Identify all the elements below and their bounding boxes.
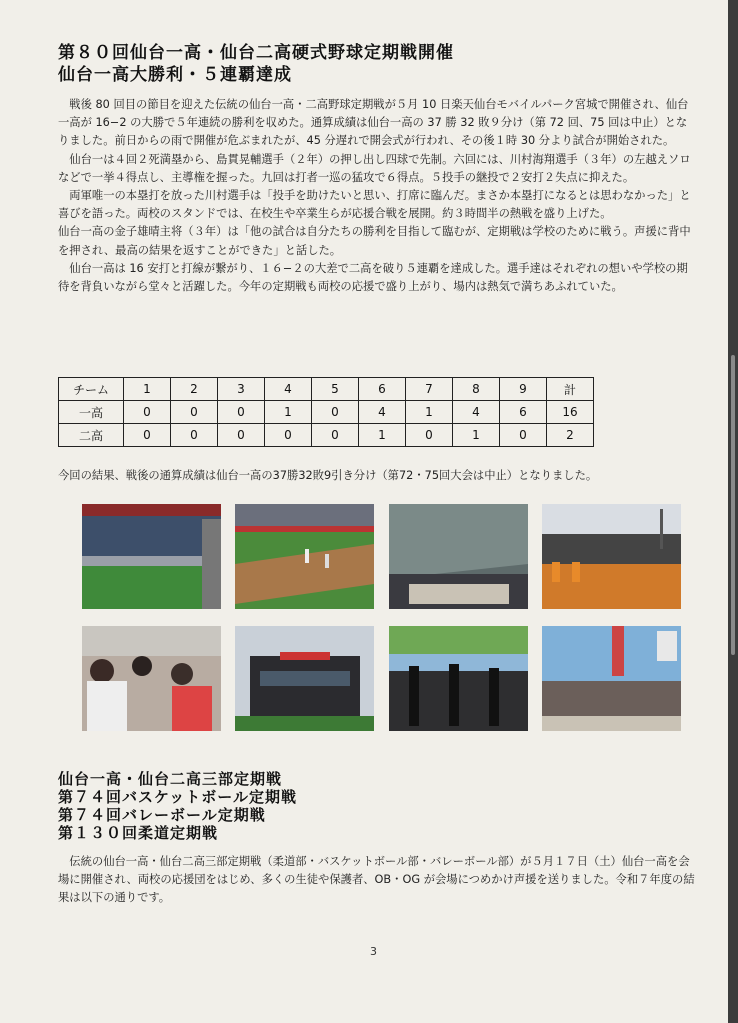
table-cell: 6 (500, 401, 547, 424)
section-title-line3: 第７４回バレーボール定期戦 (58, 806, 266, 824)
table-cell: 0 (171, 424, 218, 447)
table-cell: 6 (359, 378, 406, 401)
table-cell: 0 (500, 424, 547, 447)
photo-crowd-stands (389, 504, 528, 609)
photo-students-crowd (82, 626, 221, 731)
table-cell: 5 (312, 378, 359, 401)
scoreboard-table (58, 377, 594, 447)
table-cell: 1 (265, 401, 312, 424)
paragraph: 仙台一高の金子雄晴主将（３年）は「他の試合は自分たちの勝利を目指して臨むが、定期戦は学校のために戦う。声援に背中を押され、最高の結果を返すことができた」と話した。 (58, 225, 691, 257)
table-row (59, 424, 594, 447)
table-cell: 9 (500, 378, 547, 401)
article2-body (58, 853, 698, 908)
table-cell: 1 (406, 401, 453, 424)
table-cell: 1 (359, 424, 406, 447)
section-title-line2: 第７４回バスケットボール定期戦 (58, 788, 297, 806)
table-cell: 4 (359, 401, 406, 424)
result-summary: 今回の結果、戦後の通算成績は仙台一高の37勝32敗9引き分け（第72・75回大会は中止）となりました。 (58, 469, 598, 482)
section-title-line1: 仙台一高・仙台二高三部定期戦 (58, 770, 283, 788)
paragraph: 伝統の仙台一高・仙台二高三部定期戦（柔道部・バスケットボール部・バレーボール部）が５月１７日（土）仙台一高を会場に開催され、両校の応援団をはじめ、多くの生徒や保護者、OB・OG が会場につめかけ声援を送りました。令和７年度の結果は以下の通りです。 (58, 855, 695, 905)
table-cell: チーム (59, 378, 124, 401)
table-cell: 2 (547, 424, 594, 447)
paragraph: 戦後 80 回目の節目を迎えた伝統の仙台一高・二高野球定期戦が５月 10 日楽天仙台モバイルパーク宮城で開催され、仙台一高が 16−2 の大勝で５年連続の勝利を収めた。通算成績は仙台一高の 37 勝 32 敗９分け（第 72 回、75 回は中止）となりました。前日からの雨で開催が危ぶまれたが、45 分遅れで開会式が行われ、その後１時 30 分より試合が開始された。 (58, 98, 689, 148)
table-cell: 1 (124, 378, 171, 401)
table-cell: 0 (218, 424, 265, 447)
table-header-row (59, 378, 594, 401)
table-cell: 2 (171, 378, 218, 401)
table-cell: 16 (547, 401, 594, 424)
table-cell: 4 (265, 378, 312, 401)
table-cell: 0 (265, 424, 312, 447)
table-cell: 1 (453, 424, 500, 447)
photo-stadium-stands (82, 504, 221, 609)
photo-scoreboard (235, 626, 374, 731)
table-cell: 0 (124, 424, 171, 447)
section-title-line4: 第１３０回柔道定期戦 (58, 824, 219, 842)
table-cell: 一高 (59, 401, 124, 424)
scrollbar[interactable] (728, 0, 738, 1023)
table-cell: 4 (453, 401, 500, 424)
table-cell: 0 (171, 401, 218, 424)
article-body (58, 96, 698, 296)
table-row (59, 401, 594, 424)
table-cell: 計 (547, 378, 594, 401)
page-number: 3 (370, 945, 377, 958)
photo-grid (82, 504, 680, 734)
table-cell: 0 (406, 424, 453, 447)
table-cell: 0 (218, 401, 265, 424)
table-cell: 8 (453, 378, 500, 401)
paragraph: 仙台一は４回２死満塁から、島貫晃輔選手（２年）の押し出し四球で先制。六回には、川村海翔選手（３年）の左越えソロなどで一挙４得点し、主導権を握った。九回は打者一巡の猛攻で６得点。５投手の継投で２安打２失点に抑えた。 (58, 152, 691, 184)
article-title-line1: 第８０回仙台一高・仙台二高硬式野球定期戦開催 (58, 43, 454, 63)
table-cell: 7 (406, 378, 453, 401)
article-title-line2: 仙台一高大勝利・５連覇達成 (58, 65, 292, 85)
table-cell: 3 (218, 378, 265, 401)
paragraph: 仙台一高は 16 安打と打線が繋がり、１６−２の大差で二高を破り５連覇を達成した。選手達はそれぞれの想いや学校の期待を背負いながら堂々と活躍した。今年の定期戦も両校の応援で盛り上がり、場内は熱気で満ちあふれていた。 (58, 261, 688, 294)
photo-gate-crowd (542, 626, 681, 731)
table-cell: 0 (124, 401, 171, 424)
table-cell: 0 (312, 401, 359, 424)
photo-cheering-team (389, 626, 528, 731)
table-cell: 二高 (59, 424, 124, 447)
scrollbar-thumb[interactable] (731, 355, 735, 655)
photo-cheer-squad (542, 504, 681, 609)
table-cell: 0 (312, 424, 359, 447)
paragraph: 両軍唯一の本塁打を放った川村選手は「投手を助けたいと思い、打席に臨んだ。まさか本塁打になるとは思わなかった」と喜びを語った。両校のスタンドでは、在校生や卒業生らが応援合戦を展開。約３時間半の熱戦を盛り上げた。 (58, 189, 691, 221)
photo-field-batter (235, 504, 374, 609)
